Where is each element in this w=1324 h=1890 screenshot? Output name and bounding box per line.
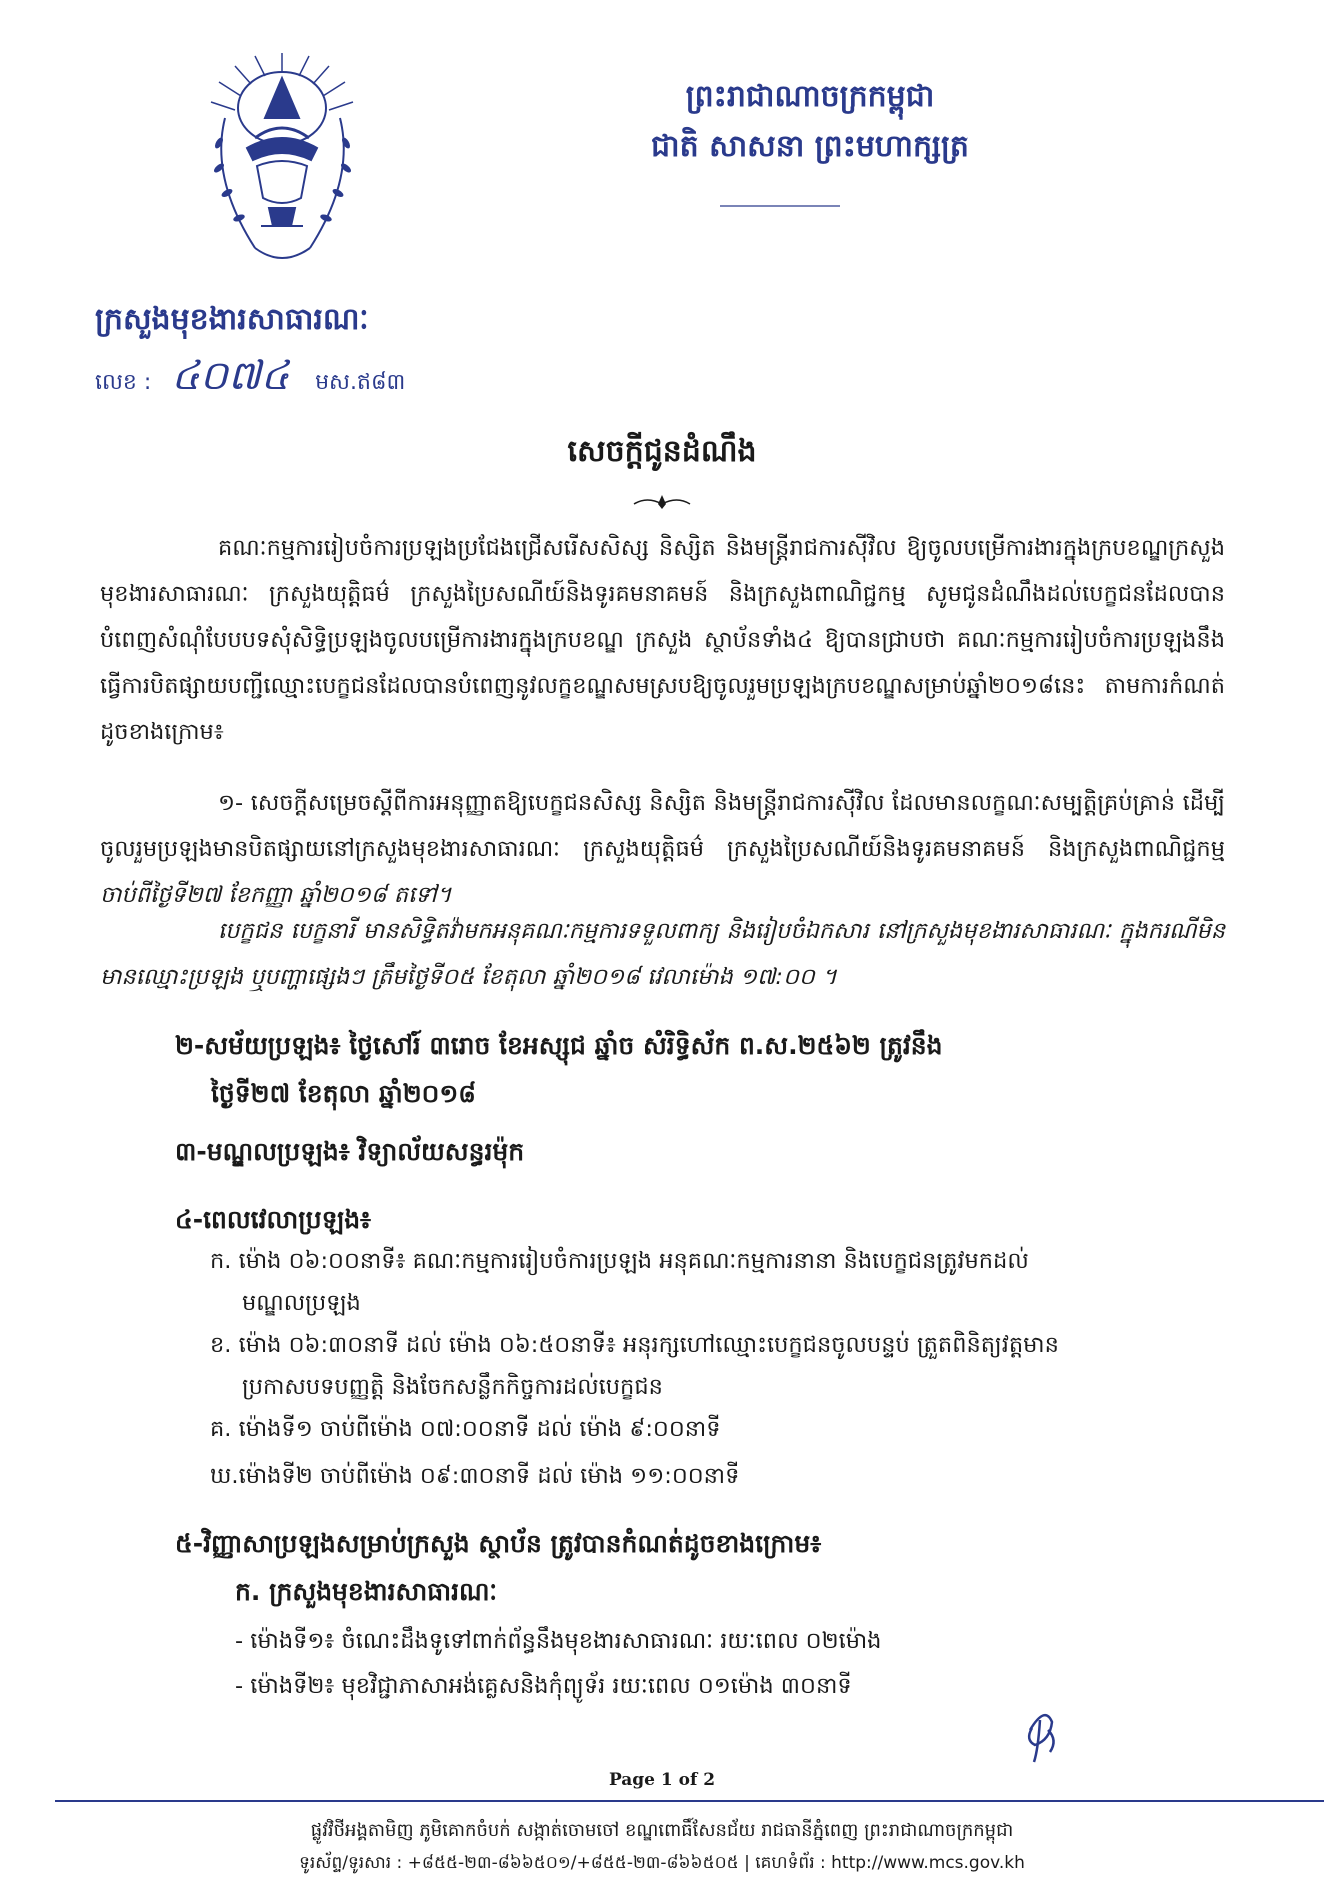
reference-value: ៤០៧៤	[171, 353, 290, 399]
reference-suffix: មស.ឥ៨៣	[315, 370, 406, 395]
footer-address: ផ្លូវវិថីអង្គតាមិញ ភូមិគោកចំបក់ សង្កាត់ចោមចៅ ខណ្ឌពោធិ៍សែនជ័យ រាជធានីភ្នំពេញ ព្រះរាជាណាចក្រកម្ពុជា	[310, 1820, 1014, 1841]
item-1-paragraph	[100, 780, 1225, 918]
notice-title: សេចក្តីជូនដំណឹង	[567, 434, 757, 469]
item-2-exam-session	[175, 1022, 1235, 1118]
kingdom-motto	[600, 72, 1020, 172]
item-3-exam-center: ៣-មណ្ឌលប្រឡង៖ វិទ្យាល័យសន្ធរម៉ុក	[175, 1137, 525, 1166]
item-5-subjects-heading: ៥-វិញ្ញាសាប្រឡងសម្រាប់ក្រសួង ស្ថាប័ន ត្រូវបានកំណត់ដូចខាងក្រោម៖	[175, 1529, 822, 1558]
signature-initial	[1010, 1700, 1070, 1770]
schedule-item-gho: ឃ.ម៉ោងទី២ ចាប់ពីម៉ោង ០៩:៣០នាទី ដល់ ម៉ោង ១១:០០នាទី	[210, 1463, 740, 1489]
title-ornament-icon	[632, 492, 692, 512]
item-4-exam-time-heading: ៤-ពេលវេលាប្រឡង៖	[175, 1205, 372, 1234]
item-1-date: ចាប់ពីថ្ងៃទី២៧ ខែកញ្ញា ឆ្នាំ២០១៨ តទៅ។	[100, 882, 452, 908]
footer-divider	[55, 1800, 1324, 1802]
subject-bullet-2: - ម៉ោងទី២៖ មុខវិជ្ជាភាសាអង់គ្លេសនិងកុំព្យូទ័រ រយៈពេល ០១ម៉ោង ៣០នាទី	[235, 1673, 852, 1699]
ministry-name: ក្រសួងមុខងារសាធារណៈ	[95, 302, 369, 337]
kingdom-motto-line: ជាតិ សាសនា ព្រះមហាក្សត្រ	[651, 129, 969, 164]
reference-label: លេខ :	[95, 370, 152, 395]
kingdom-name: ព្រះរាជាណាចក្រកម្ពុជា	[685, 79, 935, 114]
item-1-text: ១- សេចក្តីសម្រេចស្តីពីការអនុញ្ញាតឱ្យបេក្ខជនសិស្ស និស្សិត និងមន្ត្រីរាជការស៊ីវិល ដែលមានលក្ខណៈសម្បត្តិគ្រប់គ្រាន់ ដើម្បីចូលរួមប្រឡងមានបិតផ្សាយនៅក្រសួងមុខងារសាធារណៈ ក្រសួងយុត្តិធម៌ ក្រសួងប្រៃសណីយ៍និងទូរគមនាគមន៍ និងក្រសួងពាណិជ្ជកម្ម	[100, 790, 1225, 862]
item-2-line1: ២-សម័យប្រឡង៖ ថ្ងៃសៅរ៍ ៣រោច ខែអស្សុជ ឆ្នាំច សំរិទ្ធិស័ក ព.ស.២៥៦២ ត្រូវនឹង	[175, 1031, 943, 1060]
motto-ornament-divider	[720, 205, 840, 207]
footer-contact: ទូរស័ព្ទ/ទូរសារ : +៨៥៥-២៣-៨៦៦៥០១/+៨៥៥-២៣-៨៦៦៥០៥ | គេហទំព័រ : http://www.mcs.gov.kh	[299, 1853, 1025, 1873]
schedule-item-kha-line1: ខ. ម៉ោង ០៦:៣០នាទី ដល់ ម៉ោង ០៦:៥០នាទី៖ អនុរក្សហៅឈ្មោះបេក្ខជនចូលបន្ទប់ ត្រួតពិនិត្យវត្តមាន	[210, 1332, 1059, 1358]
schedule-item-ko: គ. ម៉ោងទី១ ចាប់ពីម៉ោង ០៧:០០នាទី ដល់ ម៉ោង ៩:០០នាទី	[210, 1416, 721, 1442]
page-number: Page 1 of 2	[608, 1770, 716, 1790]
ministry-emblem	[185, 48, 380, 283]
schedule-item-ka-line2: មណ្ឌលប្រឡង	[242, 1290, 361, 1316]
item-1-note: បេក្ខជន បេក្ខនារី មានសិទ្ធិតវ៉ាមកអនុគណៈកម្មការទទួលពាក្យ និងរៀបចំឯកសារ នៅក្រសួងមុខងារសាធារណៈ ក្នុងករណីមិនមានឈ្មោះប្រឡង ឬបញ្ហាផ្សេងៗ ត្រឹមថ្ងៃទី០៥ ខែតុលា ឆ្នាំ២០១៨ វេលាម៉ោង ១៧:០០ ។	[100, 918, 1225, 990]
item-5-ministry-subheading: ក. ក្រសួងមុខងារសាធារណៈ	[235, 1577, 498, 1606]
schedule-item-kha-line2: ប្រកាសបទបញ្ញត្តិ និងចែកសន្លឹកកិច្ចការដល់បេក្ខជន	[242, 1374, 663, 1400]
schedule-item-ka-line1: ក. ម៉ោង ០៦:០០នាទី៖ គណៈកម្មការរៀបចំការប្រឡង អនុគណៈកម្មការនានា និងបេក្ខជនត្រូវមកដល់	[210, 1248, 1029, 1274]
intro-paragraph: គណៈកម្មការរៀបចំការប្រឡងប្រជែងជ្រើសរើសសិស្ស និស្សិត និងមន្ត្រីរាជការស៊ីវិល ឱ្យចូលបម្រើការងារក្នុងក្របខណ្ឌក្រសួងមុខងារសាធារណៈ ក្រសួងយុត្តិធម៌ ក្រសួងប្រៃសណីយ៍និងទូរគមនាគមន៍ និងក្រសួងពាណិជ្ជកម្ម សូមជូនដំណឹងដល់បេក្ខជនដែលបានបំពេញសំណុំបែបបទសុំសិទ្ធិប្រឡងចូលបម្រើការងារក្នុងក្របខណ្ឌ ក្រសួង ស្ថាប័នទាំង៤ ឱ្យបានជ្រាបថា គណៈកម្មការរៀបចំការប្រឡងនឹងធ្វើការបិតផ្សាយបញ្ជីឈ្មោះបេក្ខជនដែលបានបំពេញនូវលក្ខខណ្ឌសមស្របឱ្យចូលរួមប្រឡងក្របខណ្ឌសម្រាប់ឆ្នាំ២០១៨នេះ តាមការកំណត់ដូចខាងក្រោម៖	[100, 535, 1225, 745]
reference-number	[95, 350, 405, 409]
item-2-line2: ថ្ងៃទី២៧ ខែតុលា ឆ្នាំ២០១៨	[211, 1079, 476, 1108]
schedule-item-kha	[210, 1324, 1230, 1408]
subject-bullet-1: - ម៉ោងទី១៖ ចំណេះដឹងទូទៅពាក់ព័ន្ធនឹងមុខងារសាធារណៈ រយៈពេល ០២ម៉ោង	[235, 1628, 882, 1654]
schedule-item-ka	[210, 1240, 1230, 1324]
